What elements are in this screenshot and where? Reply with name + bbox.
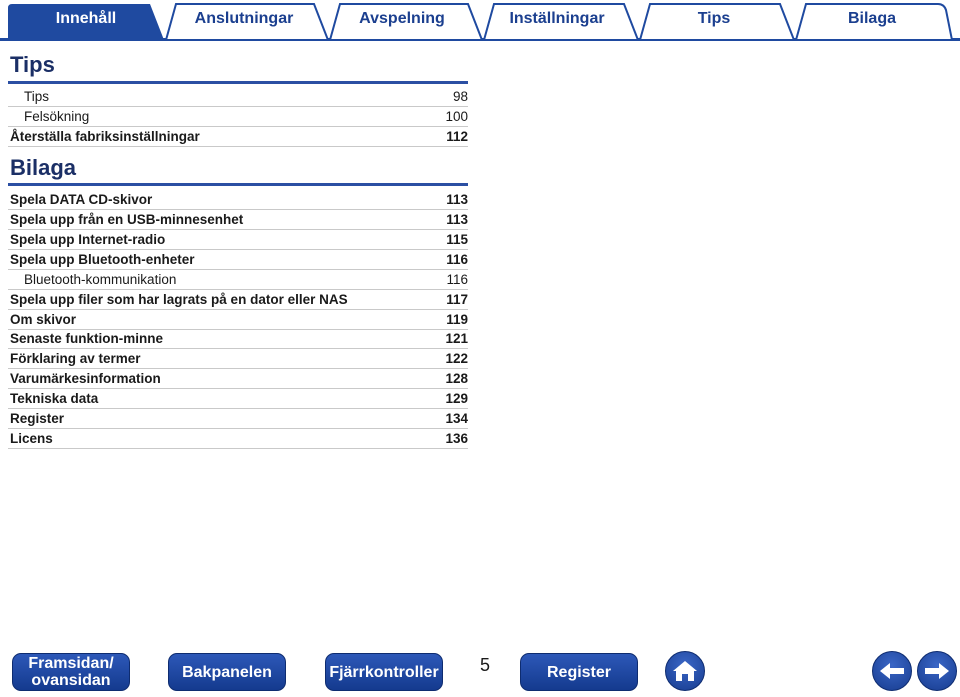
- tab-contents[interactable]: Innehåll: [55, 10, 117, 27]
- back-button[interactable]: [872, 651, 912, 691]
- toc-item-page: 129: [445, 391, 468, 406]
- arrow-left-icon: [878, 661, 906, 681]
- front-top-button[interactable]: [12, 653, 130, 691]
- toc-item-page: 116: [446, 252, 468, 267]
- toc-item-label: Tekniska data: [10, 391, 99, 406]
- toc-item[interactable]: [8, 329, 468, 349]
- toc-item-label: Spela upp filer som har lagrats på en dator eller NAS: [10, 292, 348, 307]
- toc-item-label: Bluetooth-kommunikation: [24, 272, 177, 287]
- toc-item-label: Spela DATA CD-skivor: [10, 192, 153, 207]
- section-title-appendix: Bilaga: [10, 155, 77, 180]
- toc-item-page: 115: [446, 232, 468, 247]
- toc-item-label: Varumärkesinformation: [10, 371, 161, 386]
- toc-item-label: Licens: [10, 431, 53, 446]
- toc-item-label: Förklaring av termer: [10, 351, 141, 366]
- toc-item-page: 134: [445, 411, 468, 426]
- toc-item[interactable]: [8, 270, 468, 290]
- toc-item-label: Felsökning: [24, 109, 90, 124]
- toc-item-label: Om skivor: [10, 312, 77, 327]
- toc-item-page: 122: [445, 351, 468, 366]
- toc-item-label: Återställa fabriksinställningar: [10, 129, 200, 144]
- toc-item[interactable]: [8, 290, 468, 310]
- toc-item-page: 113: [446, 212, 468, 227]
- toc-item[interactable]: [8, 310, 468, 330]
- toc-item-label: Senaste funktion-minne: [10, 331, 164, 346]
- toc-item-label: Tips: [24, 89, 50, 104]
- toc-item-page: 113: [446, 192, 468, 207]
- toc-item-page: 119: [446, 312, 468, 327]
- toc-item[interactable]: [8, 250, 468, 270]
- toc-item-label: Spela upp Internet-radio: [10, 232, 166, 247]
- rear-panel-button[interactable]: [168, 653, 286, 691]
- toc-item[interactable]: [8, 429, 468, 449]
- toc-item[interactable]: [8, 409, 468, 429]
- toc-item[interactable]: [8, 369, 468, 389]
- toc-item[interactable]: [8, 349, 468, 369]
- tab-playback[interactable]: Avspelning: [359, 10, 445, 27]
- toc-item-page: 112: [446, 129, 468, 144]
- section-divider: [8, 81, 468, 84]
- section-divider: [8, 183, 468, 186]
- toc-item-page: 121: [445, 331, 468, 346]
- toc-item-label: Spela upp Bluetooth-enheter: [10, 252, 195, 267]
- toc-item[interactable]: [8, 190, 468, 210]
- front-top-label-line2: ovansidan: [31, 672, 111, 689]
- forward-button[interactable]: [917, 651, 957, 691]
- toc-item-page: 128: [445, 371, 468, 386]
- toc-item-label: Register: [10, 411, 65, 426]
- toc-item[interactable]: [8, 230, 468, 250]
- home-icon: [672, 659, 698, 683]
- toc-item-page: 98: [452, 89, 468, 104]
- index-button[interactable]: [520, 653, 638, 691]
- toc-item[interactable]: [8, 87, 468, 107]
- remote-control-button[interactable]: [325, 653, 443, 691]
- toc-item-page: 136: [445, 431, 468, 446]
- home-button[interactable]: [665, 651, 705, 691]
- front-top-label-line1: Framsidan/: [28, 655, 114, 672]
- toc-item-label: Spela upp från en USB-minnesenhet: [10, 212, 244, 227]
- toc-item[interactable]: [8, 210, 468, 230]
- index-label: Register: [546, 663, 612, 681]
- toc-item-page: 116: [446, 272, 468, 287]
- arrow-right-icon: [923, 661, 951, 681]
- tab-connections[interactable]: Anslutningar: [194, 10, 294, 27]
- rear-panel-label: Bakpanelen: [182, 663, 272, 681]
- section-title-tips: Tips: [10, 52, 55, 77]
- toc-item[interactable]: [8, 389, 468, 409]
- remote-control-label: Fjärrkontroller: [329, 663, 439, 681]
- toc-item-page: 100: [445, 109, 468, 124]
- toc-item[interactable]: [8, 107, 468, 127]
- tab-appendix[interactable]: Bilaga: [847, 10, 896, 27]
- tab-tips[interactable]: Tips: [697, 10, 731, 27]
- tab-bar: [0, 0, 960, 44]
- toc-item[interactable]: [8, 127, 468, 147]
- page-number: 5: [479, 655, 490, 675]
- toc-item-page: 117: [446, 292, 468, 307]
- tab-settings[interactable]: Inställningar: [509, 10, 605, 27]
